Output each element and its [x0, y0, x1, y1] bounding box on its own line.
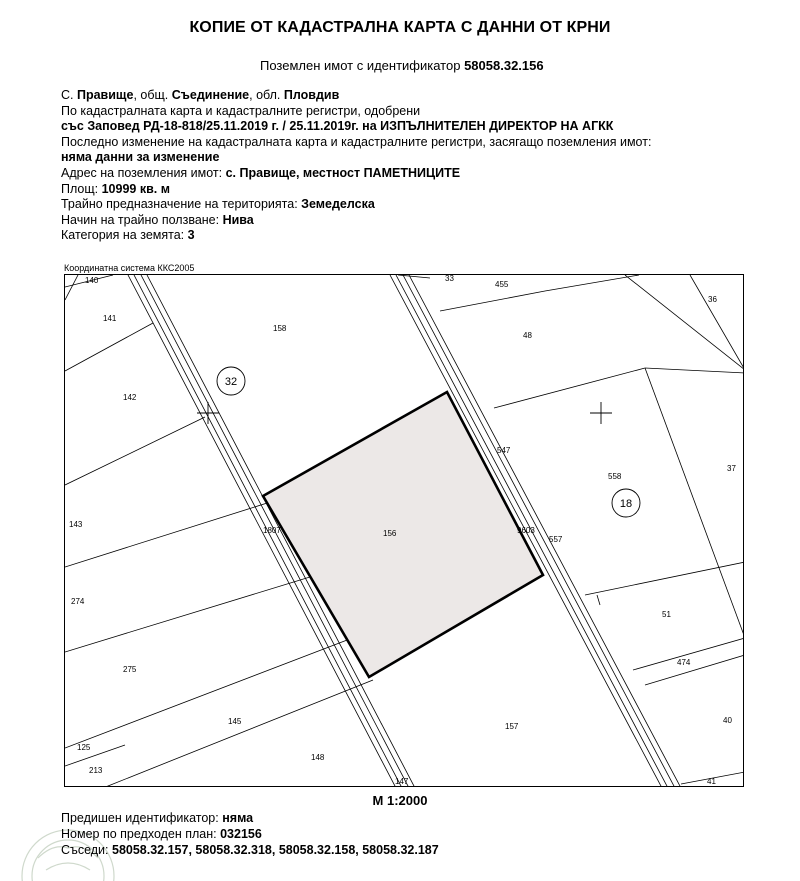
land-label-557: 557	[549, 535, 563, 544]
land-label-40: 40	[723, 716, 732, 725]
land-label-147: 147	[395, 777, 409, 786]
document-footer	[61, 810, 439, 858]
approval-line: По кадастралната карта и кадастралните регистри, одобрени	[61, 103, 421, 118]
land-label-213: 213	[89, 766, 103, 775]
prev-identifier-line	[61, 810, 439, 826]
location-line	[61, 88, 651, 104]
land-label-48: 48	[523, 331, 532, 340]
prev-plan-label: Номер по предходен план:	[61, 827, 221, 841]
category-label: Категория на земята:	[61, 228, 188, 243]
usage-label: Начин на трайно ползване:	[61, 212, 223, 227]
address-value: с. Правище, местност ПАМЕТНИЦИТЕ	[225, 165, 461, 180]
address-label: Адрес на поземления имот:	[61, 165, 226, 180]
land-label-275: 275	[123, 665, 137, 674]
village-prefix: С.	[61, 88, 77, 102]
municipality-name: Съединение	[171, 88, 250, 102]
land-label-558: 558	[608, 472, 622, 481]
prev-plan-line	[61, 826, 439, 842]
zone-right-label: 18	[619, 498, 633, 510]
prev-plan-value: 032156	[220, 827, 262, 841]
region-prefix: , обл.	[249, 88, 284, 102]
land-label-148: 148	[311, 753, 325, 762]
area-label: Площ:	[61, 181, 102, 196]
land-label-158: 158	[273, 324, 287, 333]
map-scale: М 1:2000	[372, 793, 428, 808]
document-title: КОПИЕ ОТ КАДАСТРАЛНА КАРТА С ДАННИ ОТ КРНИ	[189, 19, 611, 36]
land-label-33: 33	[445, 275, 454, 283]
land-label-142: 142	[123, 393, 137, 402]
identifier-value: 58058.32.156	[464, 58, 544, 73]
purpose-label: Трайно предназначение на територията:	[61, 197, 302, 212]
land-label-141: 141	[103, 314, 117, 323]
land-label-145: 145	[228, 717, 242, 726]
land-label-9603: 9603	[517, 526, 535, 535]
neighbors-value: 58058.32.157, 58058.32.318, 58058.32.158, 58058.32.187	[112, 843, 439, 857]
usage-line	[61, 213, 651, 229]
cadastral-map	[64, 274, 744, 787]
purpose-line	[61, 197, 651, 213]
land-label-140: 140	[85, 276, 99, 285]
area-line	[61, 182, 651, 198]
land-label-274: 274	[71, 597, 85, 606]
village-name: Правище	[76, 88, 134, 102]
category-line	[61, 228, 651, 244]
identifier-label: Поземлен имот с идентификатор	[260, 58, 461, 73]
coordinate-system-label: Координатна система ККС2005	[64, 263, 195, 273]
property-info	[61, 88, 651, 244]
neighbors-line	[61, 842, 439, 858]
land-label-455: 455	[495, 280, 509, 289]
land-label-36: 36	[708, 295, 717, 304]
usage-value: Нива	[222, 212, 254, 227]
neighbors-label: Съседи:	[61, 843, 112, 857]
subject-parcel	[263, 392, 543, 677]
land-label-125: 125	[77, 743, 91, 752]
region-name: Пловдив	[283, 88, 340, 102]
approval-order: със Заповед РД-18-818/25.11.2019 г. / 25.11.2019г. на ИЗПЪЛНИТЕЛЕН ДИРЕКТОР НА АГКК	[61, 119, 614, 134]
land-label-1807: 1807	[263, 526, 281, 535]
last-change-label: Последно изменение на кадастралната карта и кадастралните регистри, засягащо поземления имот:	[61, 134, 652, 149]
map-drawing	[65, 275, 744, 787]
land-label-474: 474	[677, 658, 691, 667]
land-label-143: 143	[69, 520, 83, 529]
land-label-41: 41	[707, 777, 716, 786]
identifier-line	[260, 58, 544, 73]
last-change-value: няма данни за изменение	[61, 150, 220, 165]
address-line	[61, 166, 651, 182]
land-label-547: 547	[497, 446, 511, 455]
category-value: 3	[187, 228, 195, 243]
area-value: 10999 кв. м	[101, 181, 170, 196]
prev-identifier-label: Предишен идентификатор:	[61, 811, 223, 825]
land-label-51: 51	[662, 610, 671, 619]
zone-left-label: 32	[224, 376, 238, 388]
land-label-157: 157	[505, 722, 519, 731]
prev-identifier-value: няма	[222, 811, 254, 825]
land-label-156: 156	[383, 529, 397, 538]
municipality-prefix: , общ.	[133, 88, 172, 102]
land-label-37: 37	[727, 464, 736, 473]
purpose-value: Земеделска	[301, 197, 375, 212]
